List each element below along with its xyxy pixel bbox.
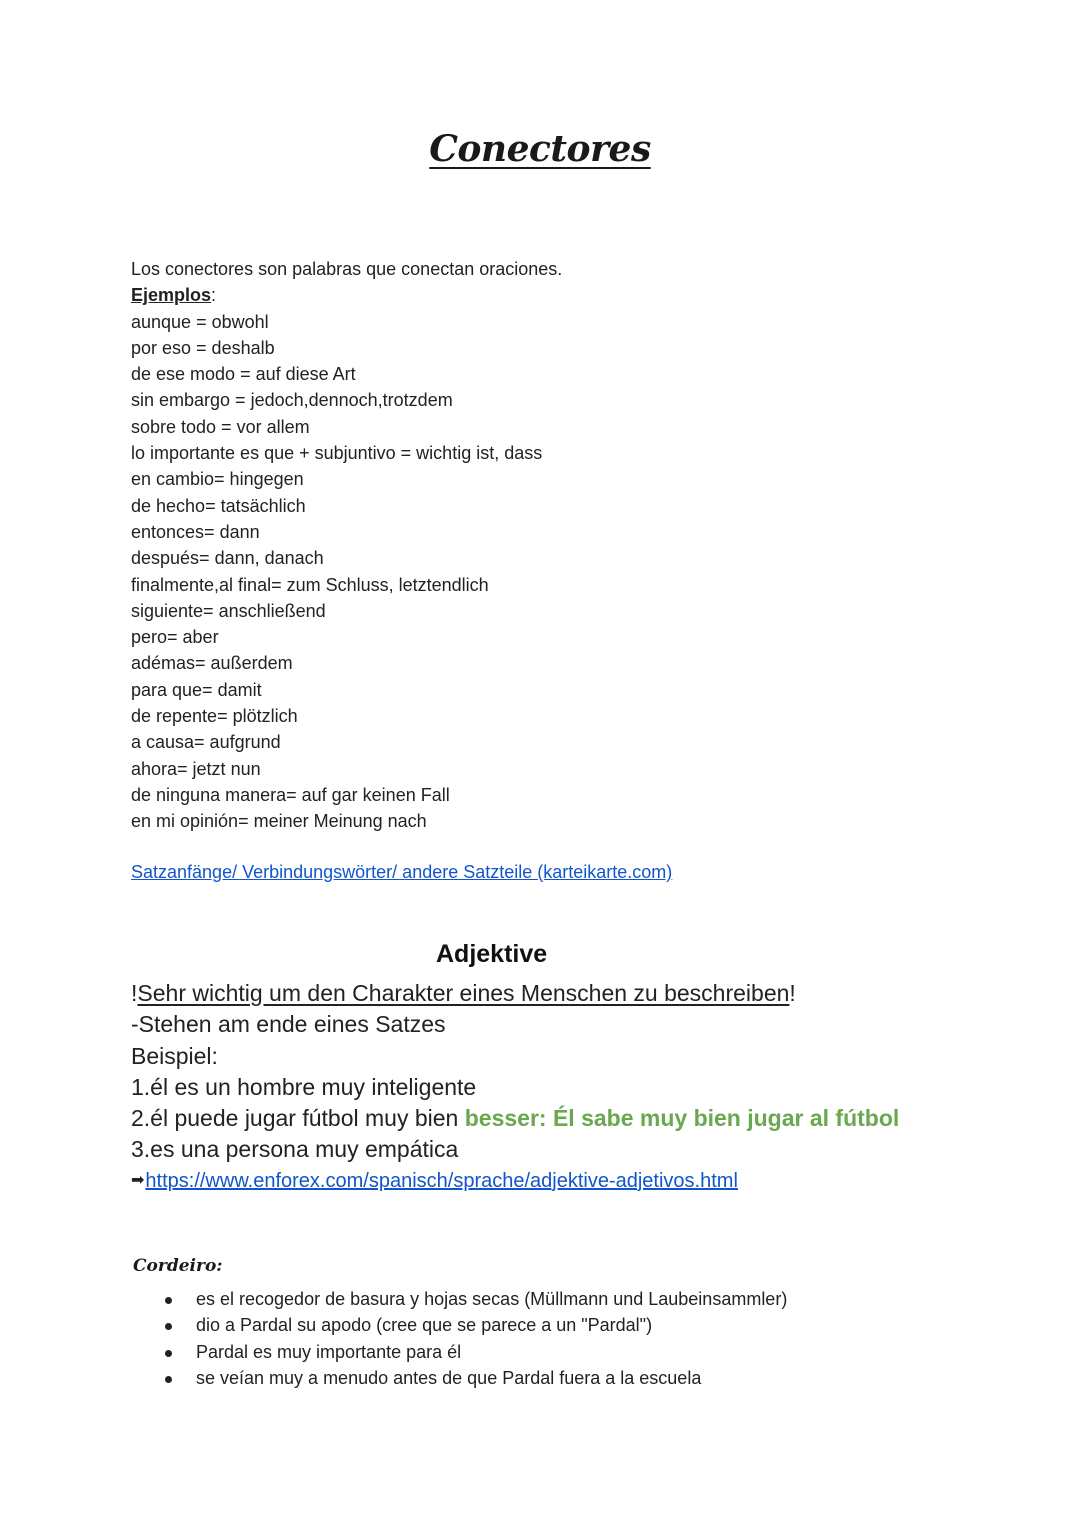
examples-label-line: Ejemplos: [131, 285, 217, 306]
connector-pair: a causa= aufgrund [131, 732, 281, 753]
examples-label: Ejemplos [131, 285, 212, 306]
page-title: Conectores [429, 128, 651, 170]
karteikarte-link[interactable]: Satzanfänge/ Verbindungswörter/ andere Satzteile (karteikarte.com) [131, 862, 673, 882]
enforex-link-line [131, 1166, 1031, 1196]
connector-pair: de hecho= tatsächlich [131, 495, 306, 516]
bullet-icon [165, 1323, 172, 1330]
example-2-better: besser: Él sabe muy bien jugar al fútbol [464, 1105, 900, 1132]
cordeiro-heading: Cordeiro: [133, 1256, 223, 1276]
example-2: 2.él puede jugar fútbol muy bien [131, 1105, 459, 1132]
emphasis-line: !Sehr wichtig um den Charakter eines Menschen zu beschreiben! [131, 980, 796, 1006]
connector-pair: pero= aber [131, 627, 219, 648]
list-item: Pardal es muy importante para él [165, 1339, 787, 1365]
connector-pair: lo importante es que + subjuntivo = wichtig ist, dass [131, 443, 543, 464]
bullet-icon [165, 1297, 172, 1304]
list-item: dio a Pardal su apodo (cree que se parece a un "Pardal") [165, 1312, 787, 1338]
connector-pair: adémas= außerdem [131, 653, 293, 674]
connector-pair: para que= damit [131, 679, 262, 700]
list-item: se veían muy a menudo antes de que Pardal fuera a la escuela [165, 1365, 787, 1391]
connectors-section [131, 256, 931, 835]
connector-pair: sin embargo = jedoch,dennoch,trotzdem [131, 390, 453, 411]
example-3: 3.es una persona muy empática [131, 1136, 459, 1163]
connector-pair: de repente= plötzlich [131, 706, 298, 727]
connector-pair: ahora= jetzt nun [131, 758, 261, 779]
bullet-icon [165, 1376, 172, 1383]
cordeiro-list [165, 1286, 787, 1392]
connector-pair: de ninguna manera= auf gar keinen Fall [131, 784, 450, 805]
intro-sentence: Los conectores son palabras que conectan oraciones. [131, 259, 563, 279]
connector-pair: por eso = deshalb [131, 337, 275, 358]
connector-pair: entonces= dann [131, 521, 260, 542]
enforex-link[interactable]: https://www.enforex.com/spanisch/sprache/adjektive-adjetivos.html [145, 1169, 738, 1192]
example-1: 1.él es un hombre muy inteligente [131, 1073, 477, 1100]
connector-pair: después= dann, danach [131, 548, 324, 569]
emphasis-text: Sehr wichtig um den Charakter eines Menschen zu beschreiben [137, 980, 790, 1006]
beispiel-label: Beispiel: [131, 1042, 218, 1069]
connector-pair: finalmente,al final= zum Schluss, letztendlich [131, 574, 489, 595]
connector-pair: sobre todo = vor allem [131, 416, 310, 437]
connector-pair: de ese modo = auf diese Art [131, 364, 356, 385]
connector-pair: en cambio= hingegen [131, 469, 304, 490]
position-note: -Stehen am ende eines Satzes [131, 1011, 446, 1038]
connector-pair: en mi opinión= meiner Meinung nach [131, 811, 427, 832]
adjektive-heading: Adjektive [436, 940, 548, 968]
right-arrow-icon: ➡ [131, 1171, 145, 1189]
adjektive-section [131, 978, 1031, 1196]
connector-pair: siguiente= anschließend [131, 600, 326, 621]
example-2-line [131, 1103, 1031, 1134]
list-item: es el recogedor de basura y hojas secas (Müllmann und Laubeinsammler) [165, 1286, 787, 1312]
connector-pair: aunque = obwohl [131, 311, 269, 332]
bullet-icon [165, 1350, 172, 1357]
